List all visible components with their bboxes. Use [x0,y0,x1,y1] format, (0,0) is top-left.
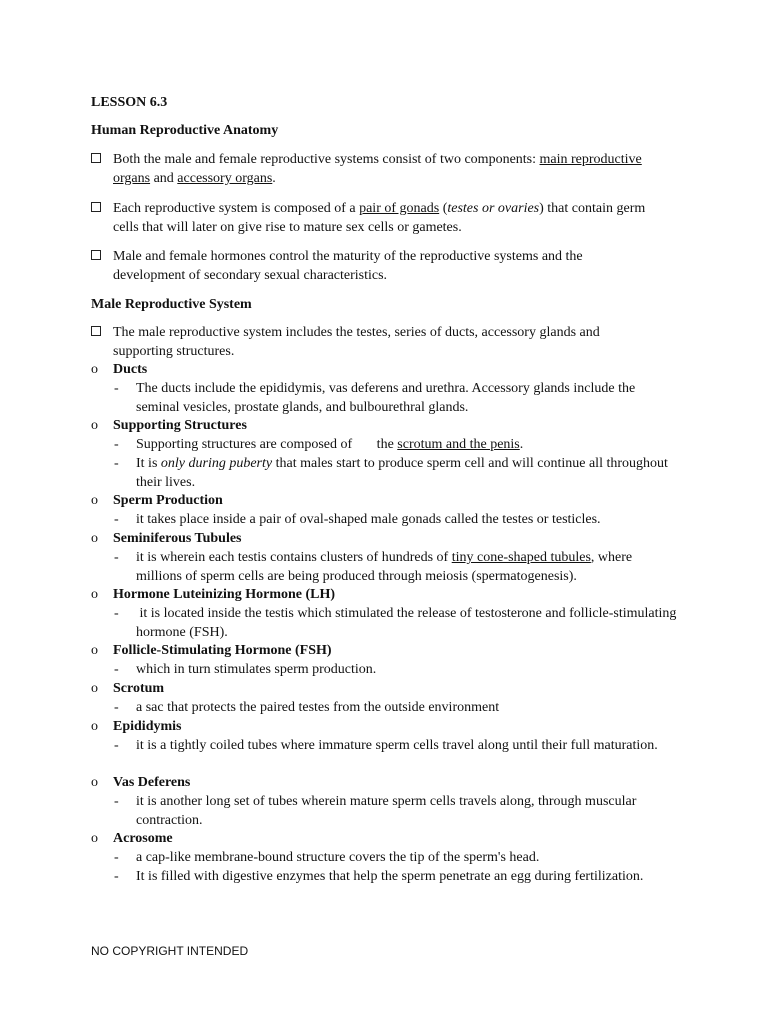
topic-heading: Scrotum [113,681,165,696]
topic-heading: Sperm Production [113,493,223,508]
circle-bullet-icon: o [91,831,98,846]
section-title-male: Male Reproductive System [91,297,252,312]
italic-term: testes or ovaries [447,201,540,216]
dash-bullet-icon: - [114,700,119,715]
dash-bullet-icon: - [114,794,119,809]
topic-heading: Hormone Luteinizing Hormone (LH) [113,587,336,602]
topic-heading: Acrosome [113,831,173,846]
bullet-text: Male and female hormones control the maturity of the reproductive systems and the development of secondary sexual characteristics. [113,249,583,283]
page-title: Human Reproductive Anatomy [91,123,279,138]
checkbox-bullet-icon [91,202,101,212]
circle-bullet-icon: o [91,775,98,790]
circle-bullet-icon: o [91,362,98,377]
circle-bullet-icon: o [91,681,98,696]
underlined-term: pair of gonads [359,201,440,216]
topic-heading: Vas Deferens [113,775,191,790]
checkbox-bullet-icon [91,250,101,260]
dash-bullet-icon: - [114,437,119,452]
lesson-number: LESSON 6.3 [91,95,168,110]
dash-bullet-icon: - [114,381,119,396]
circle-bullet-icon: o [91,719,98,734]
topic-heading: Ducts [113,362,148,377]
dash-bullet-icon: - [114,606,119,621]
circle-bullet-icon: o [91,587,98,602]
topic-heading: Seminiferous Tubules [113,531,242,546]
dash-bullet-icon: - [114,456,119,471]
circle-bullet-icon: o [91,493,98,508]
checkbox-bullet-icon [91,153,101,163]
bullet-text: Both the male and female reproductive systems consist of two components: main reproductive organs and accessory organs. [113,152,642,186]
topic-heading: Epididymis [113,719,182,734]
italic-term: only during puberty [160,456,273,471]
bullet-text: The male reproductive system includes the testes, series of ducts, accessory glands and supporting structures. [113,325,600,359]
underlined-term: scrotum and the penis [397,437,520,452]
document-page: LESSON 6.3 Human Reproductive Anatomy Both the male and female reproductive systems consist of two components: main reproductive organs and accessory organs. Each reproductive system is composed of a pair of gonads (testes or ovaries) that contain germ cells that will later on give rise to mature sex cells or gametes. Male and female hormones control the maturity of the reproductive systems and the development of secondary sexual characteristics. Male Reproductive System The male reproductive system includes the testes, series of ducts, accessory glands and supporting structures. o Ducts - The ducts include the epididymis, vas deferens and urethra. Accessory glands include the seminal vesicles, prostate glands, and bulbourethral glands. o Supporting Structures - Supporting structures are composed of the scrotum and the penis. - It is only during puberty that males start to produce sperm cell and will continue all throughout their lives. o Sperm Production - it takes place inside a pair of oval-shaped male gonads called the testes or testicles. o Seminiferous Tubules - it is wherein each testis contains clusters of hundreds of tiny cone-shaped tubules, where millions of sperm cells are being produced through meiosis (spermatogenesis). o Hormone Luteinizing Hormone (LH) - it is located inside the testis which stimulated the release of testosterone and follicle-stimulating hormone (FSH). o Follicle-Stimulating Hormone (FSH) - which in turn stimulates sperm production. o Scrotum - a sac that protects the paired testes from the outside environment o Epididymis - it is a tightly coiled tubes where immature sperm cells travel along until their full maturation. o Vas Deferens - it is another long set of tubes wherein mature sperm cells travels along, through muscular contraction. o Acrosome - a cap-like membrane-bound structure covers the tip of the sperm's head. - It is filled with digestive enzymes that help the sperm penetrate an egg during fertilization. NO COPYRIGHT INTENDED [0,0,768,1024]
footer-note: NO COPYRIGHT INTENDED [91,944,249,958]
checkbox-bullet-icon [91,326,101,336]
dash-bullet-icon: - [114,512,119,527]
underlined-term: tiny cone-shaped tubules [451,550,591,565]
circle-bullet-icon: o [91,643,98,658]
bullet-text: Each reproductive system is composed of a pair of gonads (testes or ovaries) that contain germ cells that will later on give rise to mature sex cells or gametes. [113,201,646,235]
topic-heading: Follicle-Stimulating Hormone (FSH) [113,643,332,658]
circle-bullet-icon: o [91,418,98,433]
dash-bullet-icon: - [114,662,119,677]
underlined-term: main reproductive organs [113,152,642,186]
underlined-term: accessory organs [177,171,273,186]
dash-bullet-icon: - [114,738,119,753]
dash-bullet-icon: - [114,550,119,565]
dash-bullet-icon: - [114,850,119,865]
dash-bullet-icon: - [114,869,119,884]
circle-bullet-icon: o [91,531,98,546]
topic-heading: Supporting Structures [113,418,247,433]
